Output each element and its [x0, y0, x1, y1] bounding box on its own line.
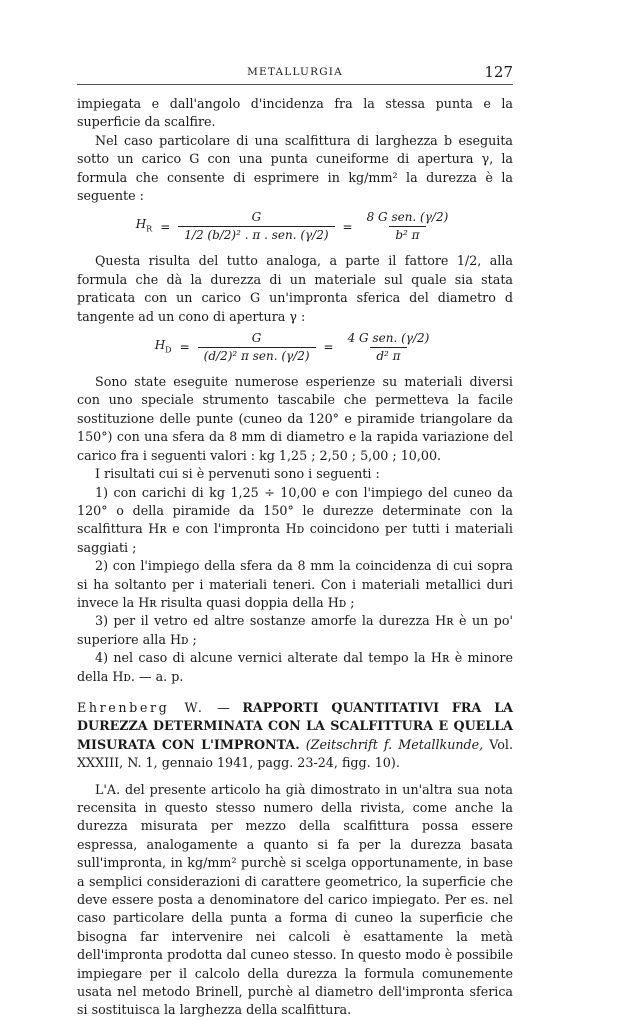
fraction	[198, 331, 316, 364]
numerator: G	[251, 210, 262, 225]
formula-symbol: $H_R$	[135, 217, 153, 234]
page-number: 127	[484, 63, 513, 81]
result-item-2: 2) con l'impiego della sfera da 8 mm la coincidenza di cui sopra si ha soltanto per i materiali teneri. Con i materiali metallici duri invece la Hʀ risulta quasi doppia della Hᴅ ;	[77, 558, 513, 610]
paragraph-review-body: L'A. del presente articolo ha già dimostrato in un'altra sua nota recensita in questo stesso numero della rivista, come anche la durezza misurata per mezzo della scalfittura possa essere espressa, analogamente a quanto si fa per la durezza basata sull'impronta, in kg/mm² purchè si scelga opportunamente, in base a semplici considerazioni di carattere geometrico, la superficie che deve essere posta a denominatore del carico impiegato. Per es. nel caso particolare della punta a forma di cuneo la superficie che bisogna far intervenire nei calcoli è esattamente la metà dell'impronta prodotta dal cuneo stesso. In questo modo è possibile impiegare per il calcolo della durezza la formula comunemente usata nel metodo Brinell, purchè al diametro dell'impronta sferica si sostituisca la larghezza della scalfittura.	[77, 781, 513, 1018]
fraction	[342, 331, 436, 364]
paragraph-experiments: Sono state eseguite numerose esperienze su materiali diversi con uno speciale strumento tascabile che permetteva la facile sostituzione delle punte (cuneo da 120° e piramide triangolare da 150°) con una sfera da 8 mm di diametro e la rapida variazione del carico fra i seguenti valori : kg 1,25 ; 2,50 ; 5,00 ; 10,00.	[77, 374, 513, 463]
citation-details: Vol. XXXIII, N. 1, gennaio 1941, pagg. 23-24, figg. 10).	[77, 736, 513, 771]
paragraph-continuation: impiegata e dall'angolo d'incidenza fra la stessa punta e la superficie da scalfire.	[77, 96, 513, 130]
paragraph-indentation-comparison: Questa risulta del tutto analoga, a parte il fattore 1/2, alla formula che dà la durezza di un materiale sul quale sia stata praticata con un carico G un'impronta sferica del diametro d tangente ad un cono di apertura γ :	[77, 253, 513, 324]
result-item-4: 4) nel caso di alcune vernici alterate dal tempo la Hʀ è minore della Hᴅ. — a. p.	[77, 650, 513, 684]
formula-hardness-scratch	[77, 210, 513, 243]
fraction	[361, 210, 455, 243]
numerator: 4 G sen. (γ/2)	[347, 331, 430, 346]
page-body	[77, 95, 513, 1020]
equals-sign: =	[323, 340, 334, 355]
fraction	[178, 210, 334, 243]
result-item-1: 1) con carichi di kg 1,25 ÷ 10,00 e con l'impiego del cuneo da 120° o della piramide da 150° le durezze determinate con la scalfittura Hʀ e con l'impronta Hᴅ coincidono per tutti i materiali saggiati ;	[77, 484, 513, 555]
equals-sign: =	[179, 340, 190, 355]
formula-symbol: $H_D$	[154, 337, 172, 355]
review-author: Ehrenberg W.	[77, 699, 205, 715]
header-rule	[77, 84, 513, 85]
result-item-3: 3) per il vetro ed altre sostanze amorfe la durezza Hʀ è un po' superiore alla Hᴅ ;	[77, 613, 513, 647]
numerator: 8 G sen. (γ/2)	[366, 210, 449, 225]
page-header	[77, 63, 513, 84]
paragraph-scratch-formula-intro: Nel caso particolare di una scalfittura di larghezza b eseguita sotto un carico G con una punta cuneiforme di apertura γ, la formula che consente di esprimere in kg/mm² la durezza è la seguente :	[77, 132, 513, 204]
denominator: d² π	[370, 347, 406, 364]
denominator: (d/2)² π sen. (γ/2)	[198, 347, 316, 364]
denominator: 1/2 (b/2)² . π . sen. (γ/2)	[178, 226, 334, 243]
review-heading: Ehrenberg W. — RAPPORTI QUANTITATIVI FRA LA DUREZZA DETERMINATA CON LA SCALFITTURA E QUELLA MISURATA CON L'IMPRONTA. (Zeitschrift f. Metallkunde, Vol. XXXIII, N. 1, gennaio 1941, pagg. 23-24, figg. 10).	[77, 699, 513, 771]
citation-journal: (Zeitschrift f. Metallkunde,	[305, 736, 484, 752]
numerator: G	[251, 331, 262, 346]
running-title: METALLURGIA	[247, 66, 343, 78]
review-article-title: RAPPORTI QUANTITATIVI FRA LA DUREZZA DETERMINATA CON LA SCALFITTURA E QUELLA MISURATA CON L'IMPRONTA.	[77, 699, 513, 752]
equals-sign: =	[160, 219, 171, 234]
equals-sign: =	[342, 219, 353, 234]
formula-hardness-indentation	[77, 331, 513, 364]
spacer	[77, 773, 513, 781]
paragraph-results-intro: I risultati cui si è pervenuti sono i seguenti :	[95, 466, 380, 482]
denominator: b² π	[389, 226, 425, 243]
